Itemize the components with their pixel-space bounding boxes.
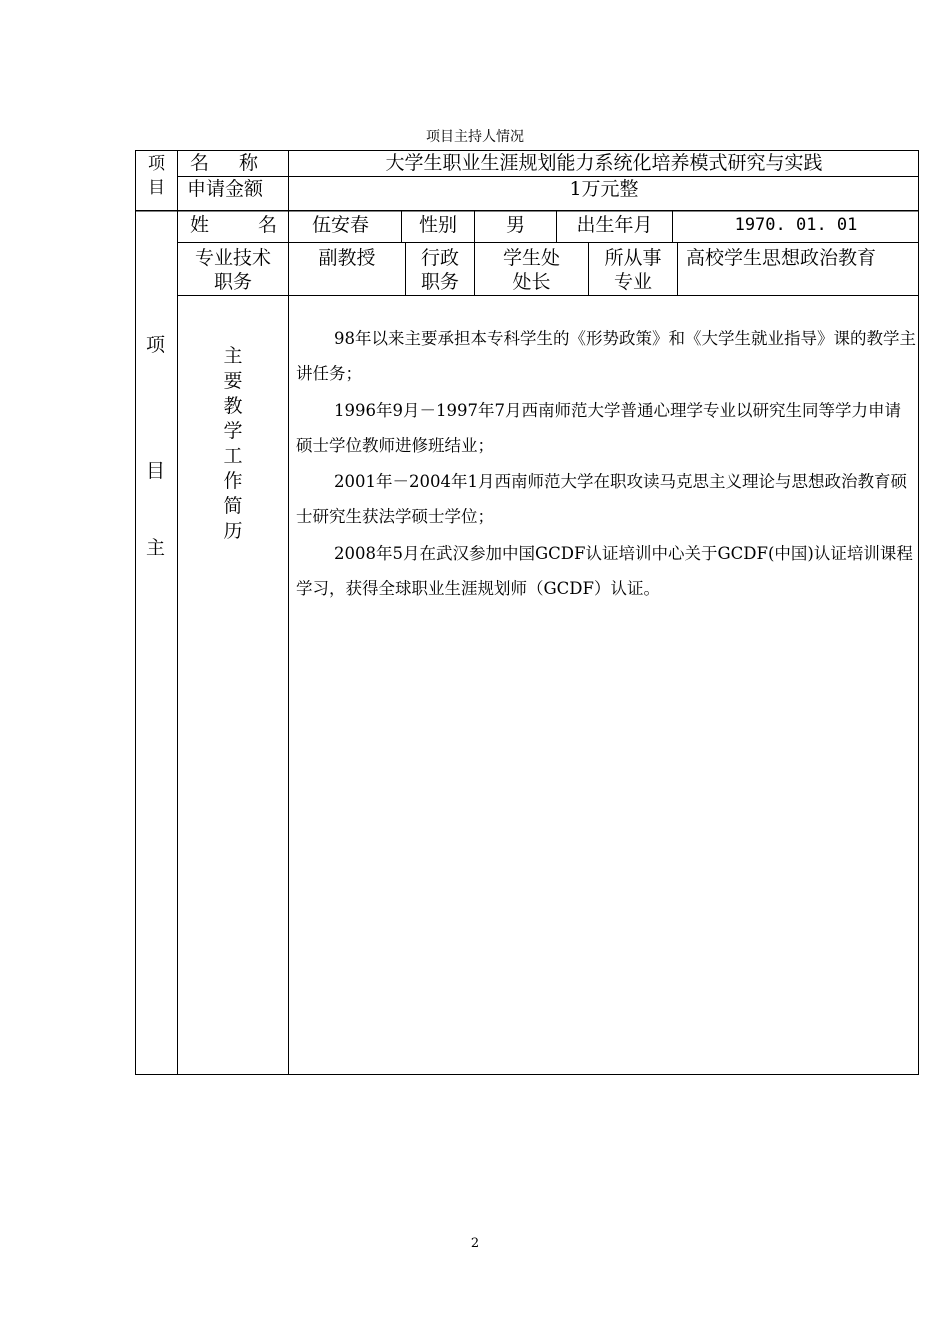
name-label-first-char: 姓 [190,214,210,236]
admin-label [406,246,474,294]
resume-label-char: 作 [223,470,243,492]
field-label [589,246,677,294]
admin-value [475,246,588,294]
host-side-char: 主 [146,537,166,559]
birth-label: 出生年月 [576,214,653,236]
resume-paragraph: 2001年－2004年1月西南师范大学在职攻读马克思主义理论与思想政治教育硕士研究生获法学硕士学位； [296,472,907,526]
field-label-line: 专业 [613,271,652,293]
gender-value: 男 [505,214,525,236]
resume-label-char: 工 [223,445,243,467]
resume-label [178,344,288,544]
project-side-char: 目 [148,178,165,198]
host-side-char: 项 [146,334,166,356]
admin-label-line: 行政 [420,247,459,269]
amount-value: 1万元整 [569,178,639,200]
resume-paragraph: 2008年5月在武汉参加中国GCDF认证培训中心关于GCDF(中国)认证培训课程学习，获得全球职业生涯规划师（GCDF）认证。 [296,544,913,598]
resume-paragraph: 1996年9月－1997年7月西南师范大学普通心理学专业以研究生同等学力申请硕士学位教师进修班结业； [296,401,901,455]
title-label-line: 专业技术 [194,247,271,269]
amount-label: 申请金额 [187,178,264,200]
resume-label-char: 要 [223,370,243,392]
title-value: 副教授 [318,247,376,269]
admin-value-line: 处长 [512,271,551,293]
project-side-label [136,152,177,200]
project-name-value: 大学生职业生涯规划能力系统化培养模式研究与实践 [385,152,823,174]
table-caption: 项目主持人情况 [426,129,524,145]
host-name-value: 伍安春 [312,214,370,236]
title-label-line: 职务 [213,271,252,293]
page-number: 2 [470,1236,480,1251]
resume-label-char: 主 [223,345,243,367]
resume-paragraph: 98年以来主要承担本专科学生的《形势政策》和《大学生就业指导》课的教学主讲任务； [296,329,916,383]
name-label-last-char: 名 [258,214,278,236]
resume-label-char: 学 [223,420,243,442]
birth-value: 1970. 01. 01 [734,215,858,235]
project-name-label: 名 称 [190,152,260,174]
gender-label: 性别 [418,214,457,236]
resume-label-char: 历 [223,520,243,542]
title-label [178,246,288,294]
field-value: 高校学生思想政治教育 [686,247,877,269]
resume-label-char: 简 [223,495,243,517]
host-side-char: 目 [146,460,166,482]
project-side-char: 项 [148,154,165,174]
admin-value-line: 学生处 [502,247,560,269]
field-label-line: 所从事 [604,247,662,269]
resume-label-char: 教 [223,395,243,417]
admin-label-line: 职务 [420,271,459,293]
